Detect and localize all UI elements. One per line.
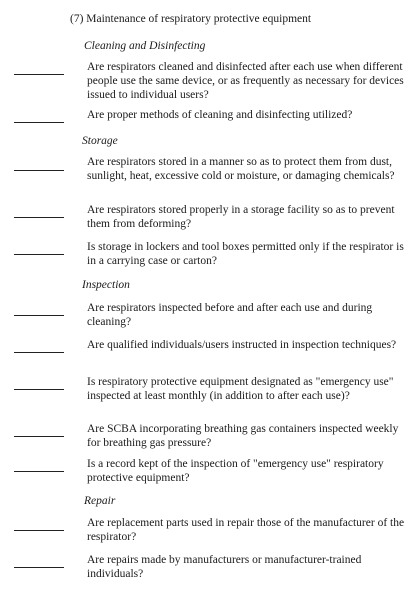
- question-text: Are respirators stored in a manner so as to protect them from dust, sunlight, heat, excessive cold or moisture, or damaging chemicals?: [87, 156, 395, 182]
- answer-blank[interactable]: [14, 254, 64, 255]
- section-title-repair: Repair: [84, 495, 116, 507]
- answer-blank[interactable]: [14, 74, 64, 75]
- question-text: Are respirators cleaned and disinfected after each use when different people use the same device, or as frequently as necessary for devices issued to individual users?: [87, 61, 404, 101]
- answer-blank[interactable]: [14, 471, 64, 472]
- question-text: Is respiratory protective equipment designated as "emergency use" inspected at least monthly (in addition to after each use)?: [87, 376, 394, 402]
- answer-blank[interactable]: [14, 567, 64, 568]
- section-title-storage: Storage: [82, 135, 118, 147]
- question-text: Is a record kept of the inspection of "emergency use" respiratory protective equipment?: [87, 458, 384, 484]
- answer-blank[interactable]: [14, 352, 64, 353]
- page-heading: (7) Maintenance of respiratory protective equipment: [70, 13, 312, 25]
- question-text: Is storage in lockers and tool boxes permitted only if the respirator is in a carrying case or carton?: [87, 241, 404, 267]
- section-title-cleaning: Cleaning and Disinfecting: [84, 40, 206, 52]
- answer-blank[interactable]: [14, 122, 64, 123]
- answer-blank[interactable]: [14, 436, 64, 437]
- question-text: Are respirators inspected before and after each use and during cleaning?: [87, 302, 373, 328]
- answer-blank[interactable]: [14, 389, 64, 390]
- question-text: Are repairs made by manufacturers or manufacturer-trained individuals?: [87, 554, 362, 580]
- question-text: Are proper methods of cleaning and disinfecting utilized?: [87, 109, 353, 121]
- question-text: Are replacement parts used in repair those of the manufacturer of the respirator?: [87, 517, 405, 543]
- answer-blank[interactable]: [14, 315, 64, 316]
- section-title-inspection: Inspection: [82, 279, 130, 291]
- question-text: Are SCBA incorporating breathing gas containers inspected weekly for breathing gas pressure?: [87, 423, 399, 449]
- answer-blank[interactable]: [14, 217, 64, 218]
- answer-blank[interactable]: [14, 530, 64, 531]
- answer-blank[interactable]: [14, 170, 64, 171]
- question-text: Are respirators stored properly in a storage facility so as to prevent them from deforming?: [87, 204, 395, 230]
- question-text: Are qualified individuals/users instructed in inspection techniques?: [87, 339, 397, 351]
